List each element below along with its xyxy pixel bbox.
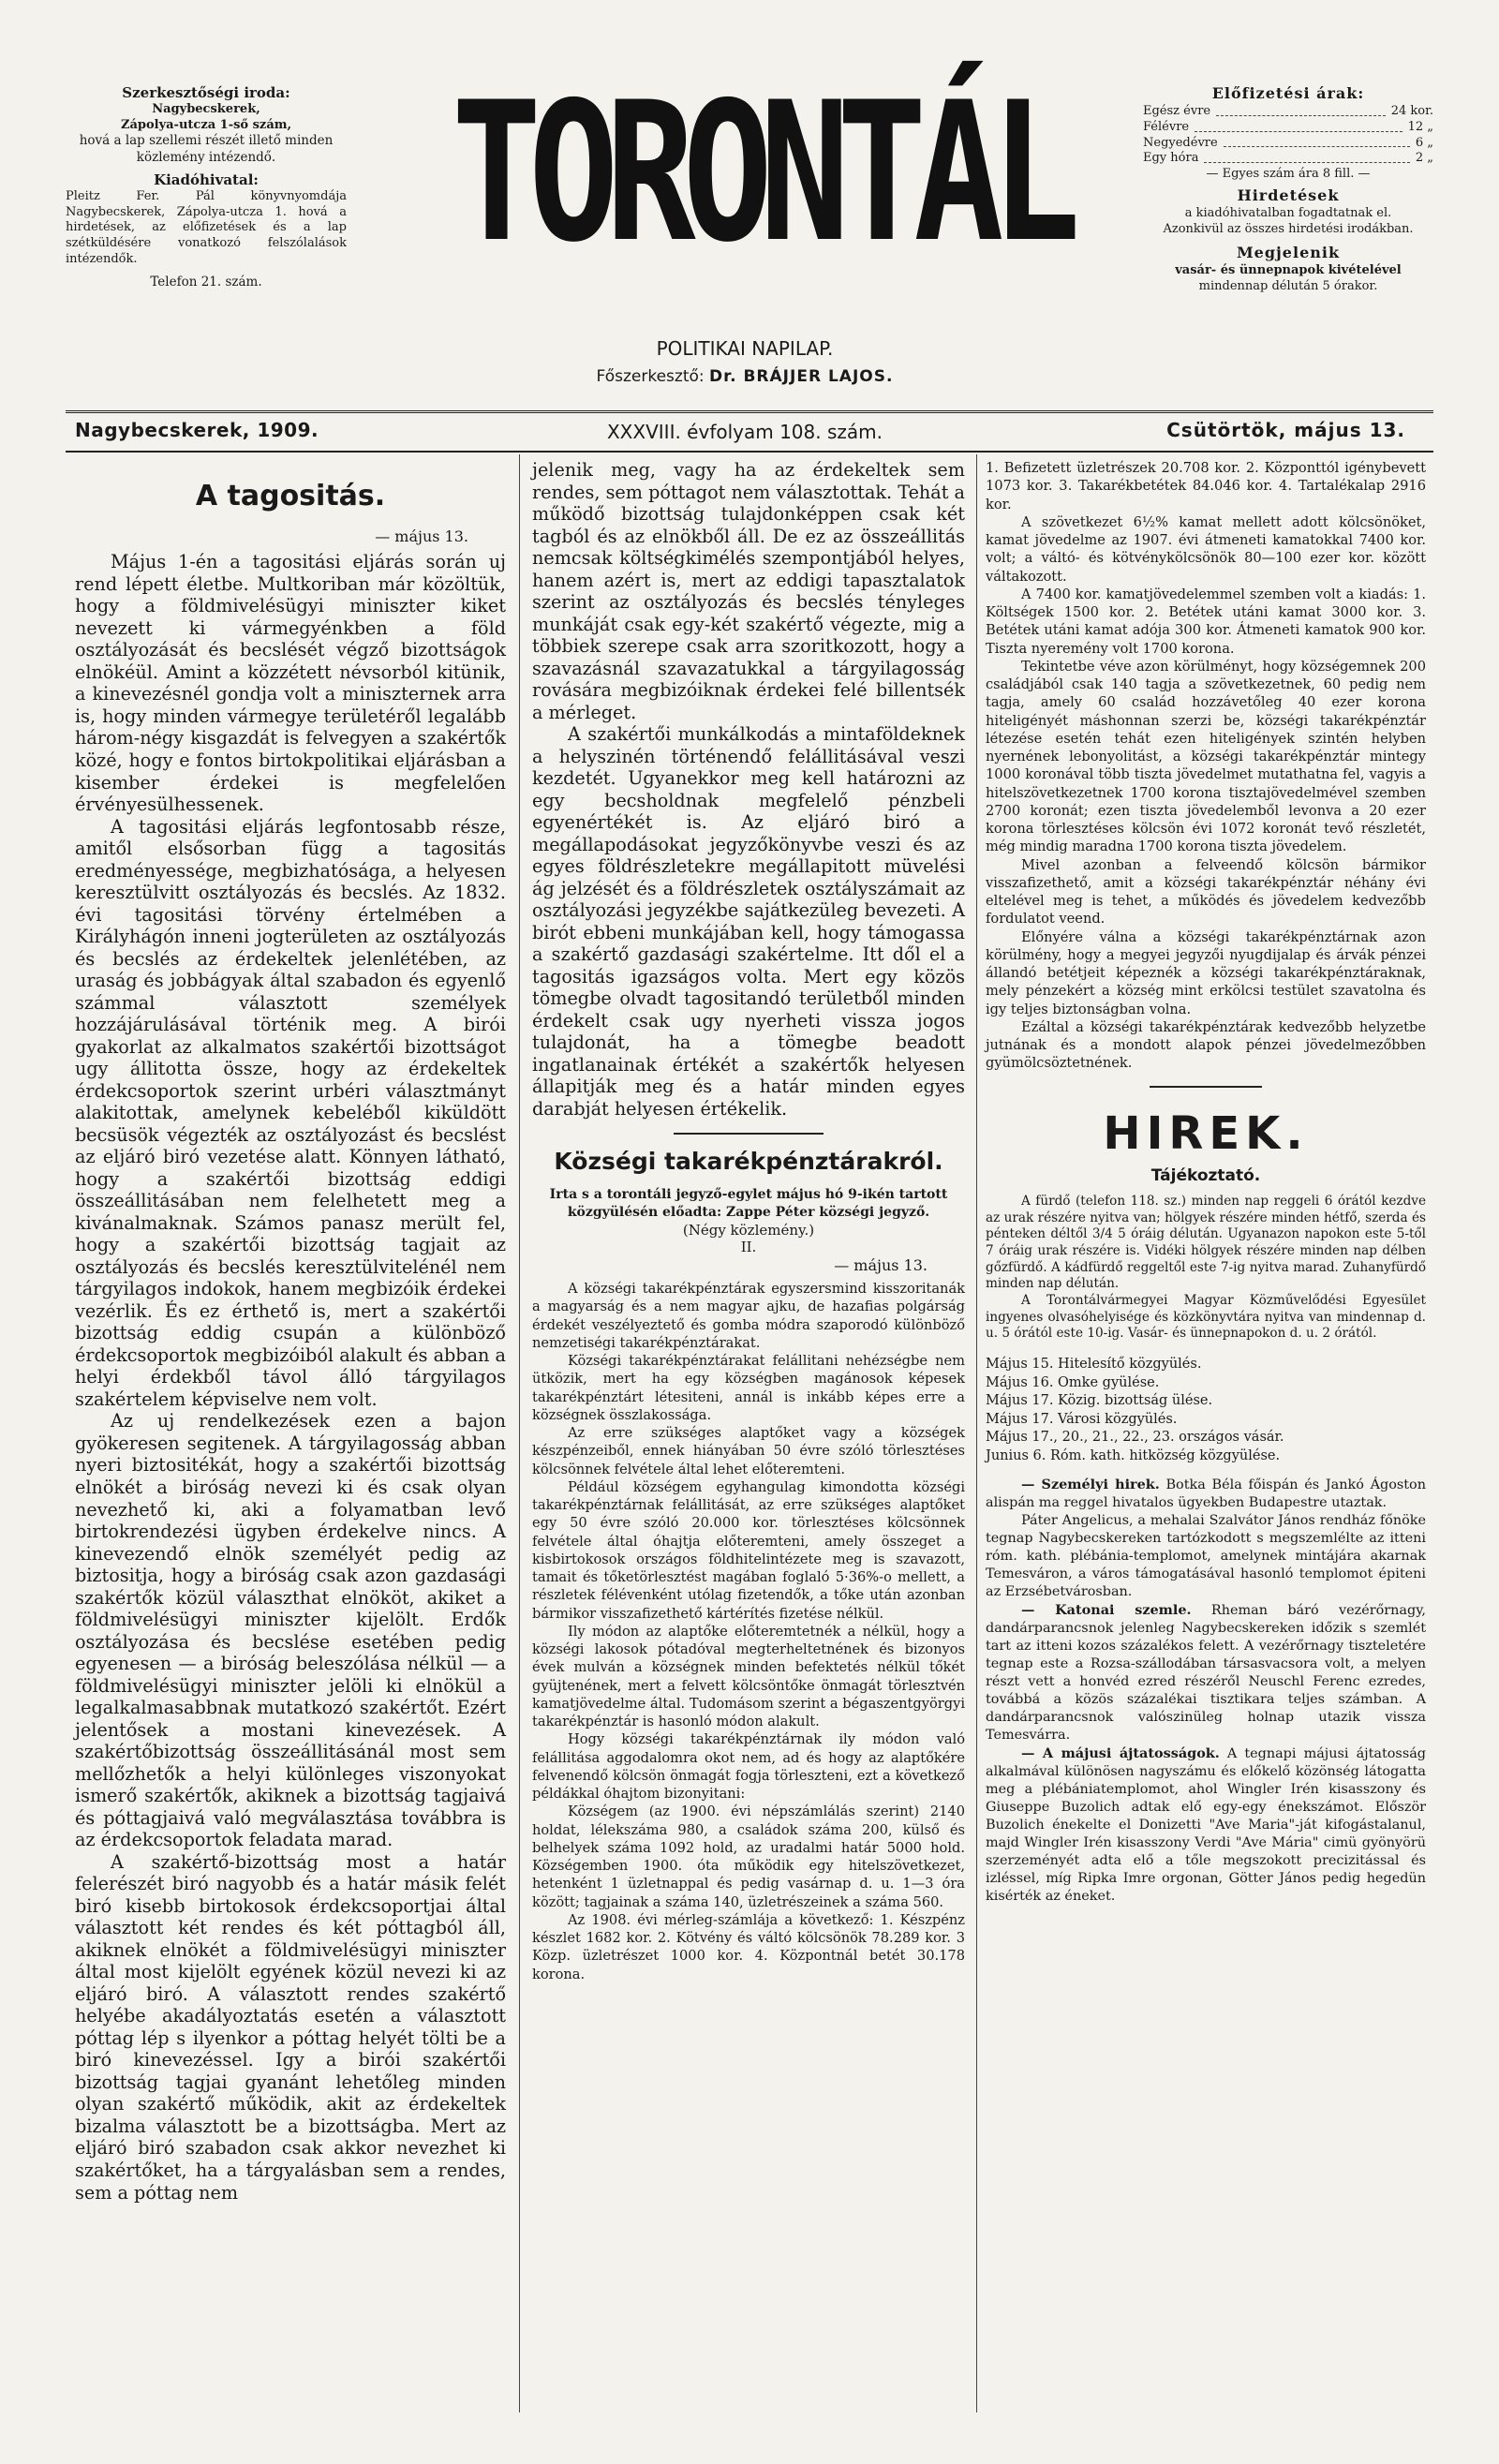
info-paragraph: A fürdő (telefon 118. sz.) minden nap reggeli 6 órától kezdve az urak részére nyitva van; hölgyek részére minden hétfő, szerda és pénteken déltől 3/4 5 óráig délután. Ugyanazon napokon este 5-től 7 óráig urak részére is. Vidéki hölgyek részére minden nap délben gőzfürdő. A kádfürdő reggeltől este 7-ig nyitva marad. Zuhanyfürdő minden nap délután.: [986, 1194, 1426, 1292]
price-row: Félévre 12 „: [1143, 119, 1433, 134]
news-item-heading: — Katonai szemle.: [1021, 1601, 1192, 1618]
section-rule: [674, 1133, 824, 1135]
info-subheading: Tájékoztató.: [1150, 1166, 1261, 1186]
event-item: Május 17. Közig. bizottság ülése.: [986, 1393, 1213, 1409]
event-item: Május 17. Városi közgyülés.: [986, 1411, 1178, 1427]
article-paragraph: Például községem egyhangulag kimondotta községi takarékpénztárnak felállitását, az erre szükséges alaptőket egy 50 évre szóló 20.000 kor. törlesztéses kölcsönnek felvétele által óhajtja előteremteni, amely összeget a kisbirtokosok országos földhitelintézete meg is szavazott, tamait és tőketörlesztést magában foglaló 5·36%-o mellett, a részletek félévenként utólag fizetendők, a tőke után azonban bármikor visszafizethető kártérítés fizetése nélkül.: [532, 1478, 965, 1622]
event-calendar: [986, 1356, 1426, 1465]
issue-date: Csütörtök, május 13.: [1166, 419, 1405, 441]
issue-number: XXXVIII. évfolyam 108. szám.: [606, 421, 883, 443]
price-row: Negyedévre 6 „: [1143, 135, 1433, 150]
phone-number: Telefon 21. szám.: [150, 275, 262, 290]
newspaper-subtitle: POLITIKAI NAPILAP.: [656, 337, 834, 360]
news-item-text: Páter Angelicus, a mehalai Szalvátor János rendház főnöke tegnap Nagybecskereken tartózkodott s megszemlélte az itteni róm. kath. plébánia-templomot, amelynek mintájára akarnak Temesváron, a város támogatásával hasonló templomot épiteni az Erzsébetvárosban.: [986, 1512, 1426, 1599]
appears-time: mindennap délután 5 órakor.: [1198, 278, 1378, 293]
article-paragraph: jelenik meg, vagy ha az érdekeltek sem rendes, sem póttagot nem választottak. Tehát a működő bizottság tulajdonképpen csak két tagból és az elnökből áll. De ez az összeállitás nemcsak költségkimélés szempontjából helyes, hanem azért is, mert az eddigi tapasztalatok szerint az osztályozás és becslés tényleges munkáját csak egy-két szakértő végezte, mig a többiek szerepe csak arra szoritkozott, hogy a szavazásnál szavazatukkal a tárgyilagosság rovására megbizóiknak érdekei felé billentsék a mérleget.: [532, 459, 965, 723]
issue-info-line: [66, 410, 1433, 453]
place-year: Nagybecskerek, 1909.: [75, 419, 319, 441]
article-dateline: — május 13.: [834, 1255, 928, 1274]
ads-heading: Hirdetések: [1237, 186, 1340, 205]
article-paragraph: A tagositási eljárás legfontosabb része, amitől elsősorban függ a tagositás eredményessége, megbizhatósága, a helyesen keresztülvitt osztályozás és becslés. Az 1832. évi tagositási törvény értelmében a Királyhágón inneni jogterületen az osztályozás és becslés az érdekeltek jelenlétében, az uraság és jobbágyak által szabadon és egyenlő számmal választott személyek hozzájárulásával történik meg. A birói gyakorlat az alkalmatos szakértői bizottságot ugy állitotta össze, hogy az érdekeltek érdekcsoportok szerint urbéri választmányt alakitottak, amelynek kebeléből kiküldött becsüsök végezték az osztályozást és becslést az eljáró biró vezetése alatt. Könnyen látható, hogy a szakértői bizottság eddigi összeállitásában nem felelhetett meg a kivánalmaknak. Számos panasz merült fel, hogy a szakértői bizottság tagjait az osztályozás és becslés keresztülvitelénél nem tárgyilagos indokok, hanem megbizóik érdekei vezérlik. És ez érthető is, mert a szakértői bizottság eddig csupán a különböző érdekcsoportok megbizóiból alakult és abban a helyi érdekből távol álló tárgyilagos szakértelem képviselve nem volt.: [75, 815, 506, 1410]
column-divider: [976, 454, 977, 2412]
article-title: Községi takarékpénztárakról.: [554, 1148, 943, 1176]
news-item: [986, 1476, 1426, 1512]
price-row: Egy hóra 2 „: [1143, 151, 1433, 166]
article-paragraph: A szakértő-bizottság most a határ felerészét biró nagyobb és a határ másik felét biró kisebb birtokosok érdekcsoportjai által választott két rendes és két póttagból áll, akiknek elnökét a földmivelésügyi miniszter által most kijelölt egyének közül nevezi ki az eljáró biró. A választott rendes szakértő helyébe akadályoztatás esetén a választott póttag lép s ilyenkor a póttag helyét tölti be a biró kinevezéssel. Igy a birói szakértői bizottság tagjai gyanánt lehetőleg minden olyan szakértő működik, akit az érdekeltek bizalma választott be a bizottságba. Mert az eljáró biró szabadon csak akkor nevezhet ki szakértőket, ha a tárgyalásban sem a rendes, sem a póttag nem: [75, 1850, 506, 2204]
article-paragraph: Ily módon az alaptőke előteremtetnék a nélkül, hogy a községi lakosok pótadóval megterheltetnének és bizonyos évek mulván a községnek minden befektetés nélkül tőkét gyüjtenének, mert a felvett kölcsöntőke önmagát törlesztvén kamatjövedelme által. Tudomásom szerint a bégaszentgyörgyi takarékpénztár is hasonló módon alakult.: [532, 1623, 965, 1730]
news-item-text: Rheman báró vezérőrnagy, dandárparancsnok jelenleg Nagybecskereken időzik s szemlét tart az itteni kozos százalékos felett. A vezérőrnagy tiszteletére tegnap este a Rozsa-szállodában társasvacsora volt, a melyen részt vett a honvéd ezred részéről Neuschl Ferenc ezredes, továbbá a közös százalékai tisztikara teljes számban. A dandárparancsnok valószinüleg holnap utazik vissza Temesvárra.: [986, 1602, 1426, 1743]
editorial-city: Nagybecskerek,: [152, 102, 260, 117]
chief-editor: [590, 367, 899, 386]
article-paragraph: A szövetkezet 6½% kamat mellett adott kölcsönöket, kamat jövedelme az 1907. évi átmeneti kamatokkal 7400 kor. volt; a váltó- és kötvénykölcsönök 80—100 ezer kor. között váltakozott.: [986, 513, 1426, 585]
editor-name: Dr. BRÁJJER LAJOS.: [709, 367, 894, 386]
event-item: Junius 6. Róm. kath. hitközség közgyülése.: [986, 1447, 1281, 1463]
ads-note: a kiadóhivatalban fogadtatnak el.: [1184, 206, 1392, 221]
event-item: Május 17., 20., 21., 22., 23. országos vásár.: [986, 1430, 1284, 1446]
article-paragraph: Az 1908. évi mérleg-számlája a következő: 1. Készpénz készlet 1682 kor. 2. Kötvény és váltó kölcsönök 78.289 kor. 3 Közp. üzletrészet 1000 kor. 4. Központnál betét 30.178 korona.: [532, 1911, 965, 1982]
article-dateline: — május 13.: [375, 527, 468, 545]
editorial-note: hová a lap szellemi részét illető minden közlemény intézendő.: [79, 133, 334, 165]
column-3: [986, 459, 1426, 1906]
column-divider: [519, 454, 520, 2412]
editor-label: Főszerkesztő:: [596, 367, 705, 386]
article-paragraph: Községi takarékpénztárakat felállitani nehézségbe nem ütközik, mert ha egy községben magánosok képesek takarékpénztárt létesiteni, annál is inkább képes erre a községnek összlakossága.: [532, 1353, 965, 1423]
article-paragraph: Községem (az 1900. évi népszámlálás szerint) 2140 holdat, lélekszáma 980, a családok száma 200, külső és belhelyek száma 1092 hold, az uradalmi határ 5000 hold. Községemben 1900. óta működik egy hitelszövetkezet, hetenként 1 üzletnappal és pedig vasárnap d. u. 1—3 óra között; tagjainak a száma 140, üzletrészeinek a száma 560.: [532, 1803, 965, 1910]
article-paragraph: Hogy községi takarékpénztárnak ily módon való felállitása aggodalomra okot nem, ad és hogy az alaptőkére felvenendő kölcsön önmagát fogja törleszteni, ezt a következő példákkal óhajtom bizonyitani:: [532, 1731, 965, 1803]
appears-heading: Megjelenik: [1236, 243, 1341, 261]
newspaper-page: [66, 62, 1433, 2427]
appears-note: vasár- és ünnepnapok kivételével: [1175, 262, 1402, 277]
article-paragraph: A szakértői munkálkodás a mintaföldeknek a helyszinén történendő felállitásával veszi kezdetét. Ugyanekkor meg kell határozni az egy becsholdnak megfelelő pénzbeli egyenértékét is. Az eljáró biró a megállapodásokat jegyzőkönyvbe veszi és az egyes földrészletekre megállapitott müvelési ág jelzését és a földrészletek osztályszámait az osztályozási jegyzékbe sajátkezüleg bevezeti. A birót ebbeni munkájában kell, hogy támogassa a szakértő gazdasági szakértelme. Itt dől el a tagositás igazságos volta. Mert egy közös tömegbe olvadt tagositandó területből minden érdekelt csak ugy nyerheti vissza jogos tulajdonát, ha a tömegbe beadott ingatlanainak értékét a szakértők helyesen állapitják meg és a határ minden egyes darabját helyesen értékelik.: [532, 723, 965, 1120]
article-paragraph: Ezáltal a községi takarékpénztárak kedvezőbb helyzetbe jutnának és a mondott alapok pénzei jövedelmezőbben gyümölcsöztetnének.: [986, 1018, 1426, 1072]
single-issue-price: — Egyes szám ára 8 fill. —: [1206, 167, 1371, 182]
article-series-note: (Négy közlemény.): [682, 1221, 815, 1239]
article-paragraph: Az erre szükséges alaptőket vagy a községek készpénzeiből, ennek hiányában 50 évre szóló törlesztéses kölcsönnek felvétele által lehet előteremteni.: [532, 1425, 965, 1477]
news-section-title: HIREK.: [1103, 1106, 1309, 1160]
info-paragraph: A Torontálvármegyei Magyar Közművelődési Egyesület ingyenes olvasóhelyisége és közkönyvtára nyitva van mindennap d. u. 5 órától este 10-ig. Vasár- és ünnepnapokon d. u. 2 órától.: [986, 1293, 1426, 1342]
newspaper-title: TORONTÁL: [451, 62, 1068, 285]
ads-note-2: Azonkivül az összes hirdetési irodákban.: [1163, 221, 1414, 236]
article-part-number: II.: [740, 1239, 757, 1256]
event-item: Május 16. Omke gyülése.: [986, 1374, 1160, 1390]
publisher-heading: Kiadóhivatal:: [154, 171, 259, 188]
event-item: Május 15. Hitelesítő közgyülés.: [986, 1357, 1202, 1373]
price-row: Egész évre 24 kor.: [1143, 103, 1433, 118]
editorial-office-box: [66, 84, 347, 291]
publisher-note: Pleitz Fer. Pál könyvnyomdája Nagybecskerek, Zápolya-utcza 1. hová a hirdetések, az előfizetések és a lap szétküldésére vonatkozó felszólalások intézendők.: [66, 189, 347, 266]
article-paragraph: A 7400 kor. kamatjövedelemmel szemben volt a kiadás: 1. Költségek 1500 kor. 2. Betétek utáni kamat 3000 kor. 3. Betétek utáni kamat adója 300 kor. Átmeneti kamatok 900 kor. Tiszta nyeremény volt 1700 korona.: [986, 586, 1426, 657]
editorial-street: Zápolya-utcza 1-ső szám,: [120, 117, 292, 132]
article-paragraph: Előnyére válna a községi takarékpénztárnak azon körülmény, hogy a megyei jegyzői nyugdijalap és árvák pénzei állandó betétjeit képeznék a községi takarékpénztáraknak, mely pénzekért a község mint erkölcsi testület szavatolna és igy teljes biztonságban volna.: [986, 928, 1426, 1017]
column-1: [75, 459, 506, 2204]
section-rule: [1150, 1086, 1262, 1088]
article-paragraph: Május 1-én a tagositási eljárás során uj rend lépett életbe. Multkoriban már közöltük, hogy a földmivelésügyi miniszter kiket nevezett ki vármegyénkben a föld osztályozását és becslését végző bizottságok elnökéül. Amint a közzétett névsorból kitünik, a kinevezésnél gondja volt a miniszternek arra is, hogy minden vármegye területéről legalább három-négy kisgazdát is felvegyen a szakértők közé, hogy e fontos birtokpolitikai eljárásban a kisember érdekei is megfelelően érvényesülhessenek.: [75, 551, 506, 816]
subscription-heading: Előfizetési árak:: [1211, 84, 1365, 102]
news-item-text: A tegnapi májusi ájtatosság alkalmával különösen nagyszámu és előkelő közönség látogatta meg a plébániatemplomot, ahol Wingler Irén kisasszony és Giuseppe Buzolich adtak elő egy-egy énekszámot. Először Buzolich énekelte el Donizetti "Ave Maria"-ját kifogástalanul, majd Wingler Irén kisasszony Verdi "Ave Mária" cimü gyönyörü szerzeményét adta elő a tőle megszokott precizitással és izléssel, míg Ripka Imre orgonan, Götter János pedig hegedün kisérték az éneket.: [986, 1745, 1426, 1904]
column-2: [532, 459, 965, 1983]
article-paragraph: Tekintetbe véve azon körülményt, hogy községemnek 200 családjából csak 140 tagja a szövetkezetnek, 60 pedig nem tagja, amely 60 család hozzávetőleg 40 ezer korona hiteligényét máshonnan szerzi be, községi takarékpénztár létezése esetén tehát ezen hiteligények szintén helyben nyernének lebonyolitást, a községi takarékpénztár mintegy 1000 koronával több tiszta jövedelmet mutathatna fel, vagyis a hitelszövetkezetnek 1700 korona tisztajövedelmével szemben 2700 koronát; ezen tiszta jövedelemből levonva a 20 ezer korona törlesztéses kölcsön évi 1072 koronát tevő részletét, még mindig maradna 1700 korona tiszta jövedelem.: [986, 658, 1426, 855]
article-paragraph: A községi takarékpénztárak egyszersmind kisszoritanák a magyarság és a nem magyar ajku, de hazafias polgárság érdekét veszélyeztető és gomba módra szaporodó különböző nemzetiségi takarékpénztárakat.: [532, 1281, 965, 1351]
article-title: A tagositás.: [195, 480, 386, 512]
article-paragraph: Mivel azonban a felveendő kölcsön bármikor visszafizethető, amit a községi takarékpénztár néhány évi eltelével meg is tehet, a működés és jövedelem kedvezőbb fordulatot veend.: [986, 856, 1426, 928]
masthead: [66, 62, 1433, 443]
news-item-text: Botka Béla főispán és Jankó Ágoston alispán ma reggel hivatalos ügyekben Budapestre utaztak.: [986, 1477, 1426, 1510]
news-item: [986, 1601, 1426, 1744]
news-item: [986, 1512, 1426, 1601]
news-item-heading: — A májusi ájtatosságok.: [1021, 1744, 1220, 1761]
article-paragraph: 1. Befizetett üzletrészek 20.708 kor. 2. Központtól igénybevett 1073 kor. 3. Takarékbetétek 84.046 kor. 4. Tartalékalap 2916 kor.: [986, 460, 1426, 512]
article-paragraph: Az uj rendelkezések ezen a bajon gyökeresen segitenek. A tárgyilagosság abban nyeri biztositékát, hogy a szakértői bizottság elnökét a biróság nevezi ki és csak olyan nevezhető ki, aki a folyamatban levő birtokrendezési ügyben érdekelve nincs. A kinevezendő elnök személyét pedig az biztositja, hogy a biróság csak azon gazdasági szakértők közül választhat elnököt, akiket a földmivelésügyi miniszter kijelölt. Erdők osztályozása és becslése esetében pedig egyenesen — a biróság beleszólása nélkül — a földmivelésügyi miniszter jelöli ki elnökül a legalkalmasabbnak mutatkozó szakértőt. Ezért jelentősek a mostani kinevezések. A szakértőbizottság összeállitásánál most sem mellőzhetők a helyi különleges viszonyokat ismerő szakértők, akiknek a bizottság tagjaivá és póttagjaivá való megválasztása továbbra is az érdekcsoportok feladata marad.: [75, 1410, 506, 1851]
news-item: [986, 1744, 1426, 1906]
subscription-box: [1143, 84, 1433, 294]
editorial-office-heading: Szerkesztőségi iroda:: [122, 84, 290, 101]
news-item-heading: — Személyi hirek.: [1021, 1476, 1160, 1492]
article-intro: Irta s a torontáli jegyző-egylet május hó 9-ikén tartott közgyülésén előadta: Zappe Péter községi jegyző.: [549, 1187, 948, 1220]
